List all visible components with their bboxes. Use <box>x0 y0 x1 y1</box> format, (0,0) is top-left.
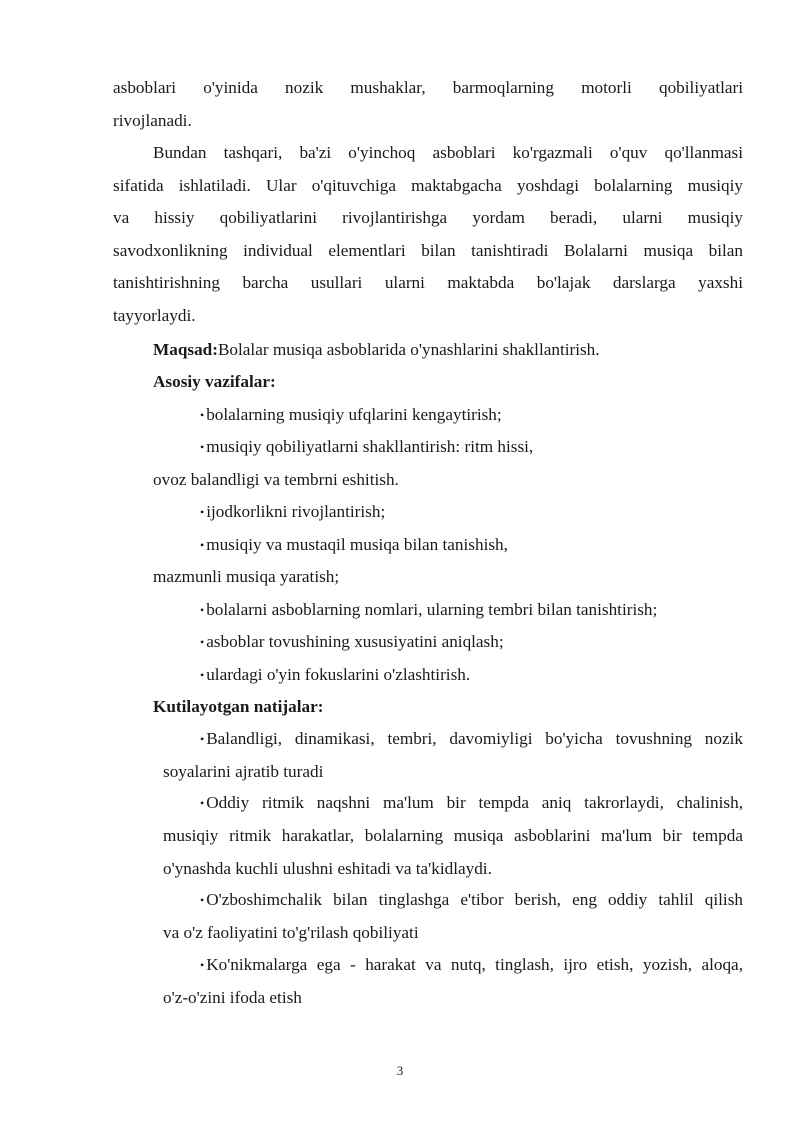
text-line: Bundan tashqari, ba'zi o'yinchoq asboblari ko'rgazmali o'quv qo'llanmasi <box>153 143 743 162</box>
bullet-icon: • <box>200 635 205 649</box>
goal-text: Bolalar musiqa asboblarida o'ynashlarini shakllantirish. <box>217 340 600 359</box>
result-item <box>163 787 743 885</box>
task-item-text: ijodkorlikni rivojlantirish; <box>206 502 386 521</box>
paragraph-intro-continuation <box>113 72 743 137</box>
bullet-icon: • <box>200 505 205 519</box>
bullet-icon: • <box>200 796 205 810</box>
task-item <box>200 659 470 693</box>
task-item-text: ulardagi o'yin fokuslarini o'zlashtirish. <box>206 665 471 684</box>
task-item-text: bolalarning musiqiy ufqlarini kengaytirish; <box>206 405 502 424</box>
bullet-icon: • <box>200 668 205 682</box>
task-item <box>200 626 504 660</box>
task-item <box>200 529 508 563</box>
task-item <box>200 496 385 530</box>
goal-label: Maqsad: <box>153 340 218 359</box>
text-line: savodxonlikning individual elementlari bilan tanishtiradi Bolalarni musiqa bilan <box>113 240 743 260</box>
bullet-icon: • <box>200 408 205 422</box>
bullet-icon: • <box>200 440 205 454</box>
task-item-continuation: mazmunli musiqa yaratish; <box>153 567 340 586</box>
result-item <box>163 949 743 1015</box>
text-line: soyalarini ajratib turadi <box>163 762 324 782</box>
bullet-icon: • <box>200 893 205 907</box>
task-item-continuation: ovoz balandligi va tembrni eshitish. <box>153 470 399 489</box>
tasks-heading: Asosiy vazifalar: <box>153 372 276 391</box>
text-line: musiqiy ritmik harakatlar, bolalarning musiqa asboblarini ma'lum bir tempda <box>163 826 743 846</box>
text-line: sifatida ishlatiladi. Ular o'qituvchiga maktabgacha yoshdagi bolalarning musiqiy <box>113 175 743 195</box>
text-line: • Balandligi, dinamikasi, tembri, davomiyligi bo'yicha tovushning nozik <box>200 729 743 748</box>
task-item-text: bolalarni asboblarning nomlari, ularning tembri bilan tanishtirish; <box>206 600 658 619</box>
bullet-icon: • <box>200 732 205 746</box>
result-item <box>163 884 743 950</box>
text-line: o'ynashda kuchli ulushni eshitadi va ta'kidlaydi. <box>163 858 492 878</box>
task-item <box>200 594 657 628</box>
text-line: tayyorlaydi. <box>113 305 196 325</box>
bullet-icon: • <box>200 538 205 552</box>
page-number: 3 <box>396 1063 404 1078</box>
text-line: • O'zboshimchalik bilan tinglashga e'tibor berish, eng oddiy tahlil qilish <box>200 890 743 909</box>
task-item <box>200 399 502 433</box>
results-heading: Kutilayotgan natijalar: <box>153 697 324 716</box>
text-line: va o'z faoliyatini to'g'rilash qobiliyati <box>163 923 419 943</box>
task-item-text: musiqiy va mustaqil musiqa bilan tanishish, <box>206 535 508 554</box>
paragraph-toy-instruments <box>113 137 743 333</box>
task-item-text: asboblar tovushining xususiyatini aniqlash; <box>206 632 504 651</box>
task-item <box>200 431 533 465</box>
goal-line <box>153 334 600 367</box>
text-line: asboblari o'yinida nozik mushaklar, barmoqlarning motorli qobiliyatlari <box>113 78 743 97</box>
bullet-icon: • <box>200 603 205 617</box>
text-line: va hissiy qobiliyatlarini rivojlantirishga yordam beradi, ularni musiqiy <box>113 208 743 228</box>
text-line: rivojlanadi. <box>113 110 192 130</box>
bullet-icon: • <box>200 958 205 972</box>
text-line: tanishtirishning barcha usullari ularni maktabda bo'lajak darslarga yaxshi <box>113 273 743 293</box>
text-line: • Ko'nikmalarga ega - harakat va nutq, tinglash, ijro etish, yozish, aloqa, <box>200 955 743 974</box>
result-item <box>163 723 743 789</box>
text-line: o'z-o'zini ifoda etish <box>163 988 302 1008</box>
task-item-text: musiqiy qobiliyatlarni shakllantirish: ritm hissi, <box>206 437 534 456</box>
text-line: • Oddiy ritmik naqshni ma'lum bir tempda aniq takrorlaydi, chalinish, <box>200 793 743 812</box>
